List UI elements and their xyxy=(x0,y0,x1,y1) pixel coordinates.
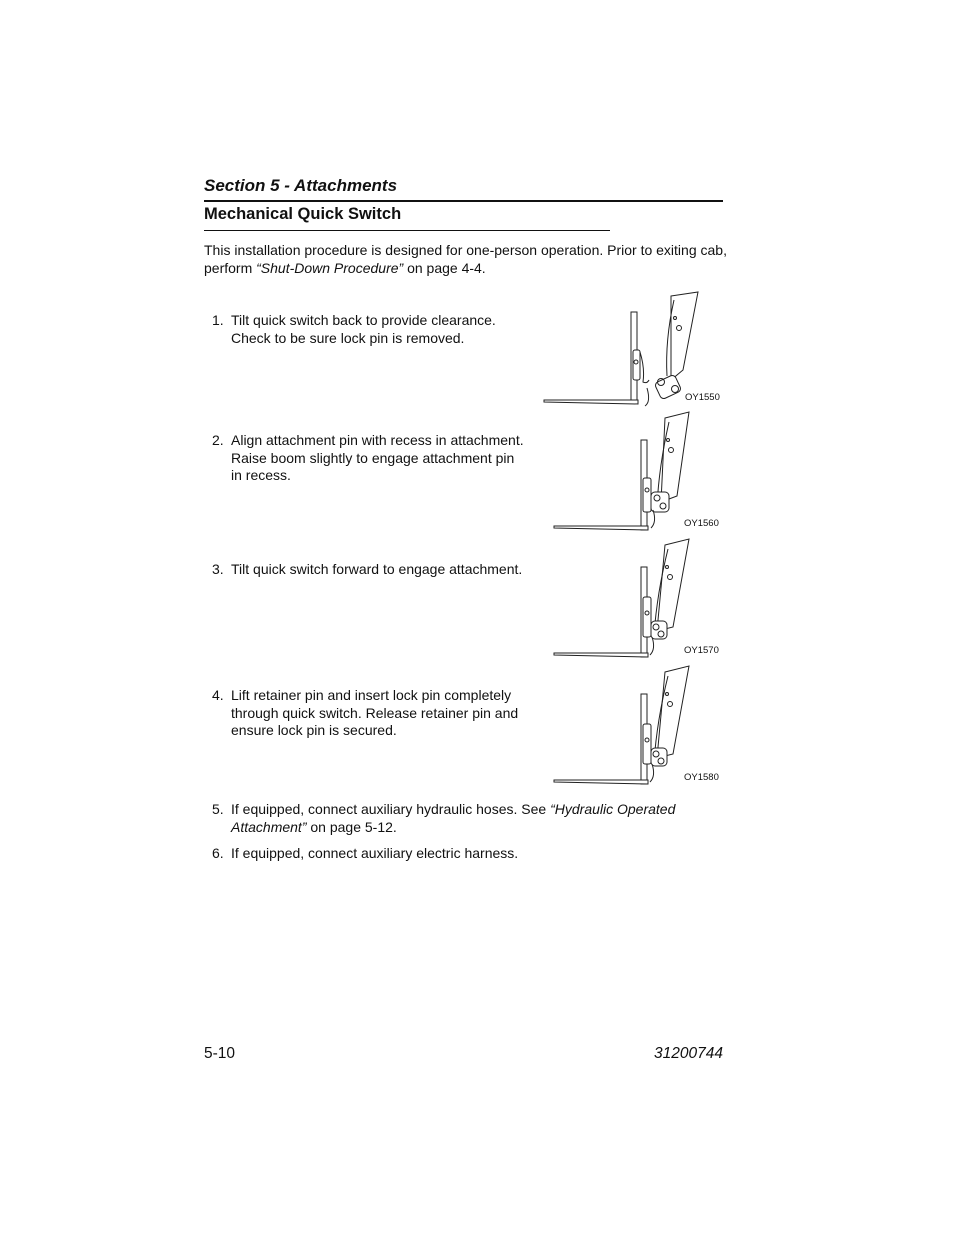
step-text xyxy=(231,312,496,347)
figure-quick-switch-tilted-forward xyxy=(553,537,719,662)
quick-switch-illustration xyxy=(553,537,713,662)
step-line: Align attachment pin with recess in attachment. xyxy=(231,432,524,448)
intro-text: perform xyxy=(204,259,257,276)
shut-down-procedure-ref: “Shut-Down Procedure” xyxy=(256,259,404,276)
step-number: 6. xyxy=(212,845,224,861)
step-line: Raise boom slightly to engage attachment pin xyxy=(231,449,515,466)
figure-label: OY1580 xyxy=(684,772,719,783)
figure-quick-switch-lock-pin xyxy=(553,664,719,789)
figure-quick-switch-pin-engaged xyxy=(553,410,719,535)
step-text xyxy=(231,561,522,579)
step-number: 3. xyxy=(212,561,224,577)
page-number: 5-10 xyxy=(204,1045,236,1062)
step-number: 1. xyxy=(212,312,224,328)
step-line: Lift retainer pin and insert lock pin completely xyxy=(231,687,512,703)
step-line: ensure lock pin is secured. xyxy=(231,722,397,738)
step-line xyxy=(231,801,675,819)
step-text-segment: If equipped, connect auxiliary hydraulic hoses. See xyxy=(231,801,551,817)
step-6 xyxy=(212,845,732,865)
step-4 xyxy=(212,687,542,743)
step-page-ref: on page 5-12. xyxy=(306,818,397,835)
intro-page-ref: on page 4-4. xyxy=(403,259,486,276)
step-line: Check to be sure lock pin is removed. xyxy=(231,329,465,346)
step-number: 4. xyxy=(212,687,224,703)
step-text xyxy=(231,845,518,863)
step-line: through quick switch. Release retainer pin and xyxy=(231,704,519,721)
step-line: Tilt quick switch forward to engage attachment. xyxy=(231,561,523,577)
step-2 xyxy=(212,432,542,488)
step-line xyxy=(231,819,675,837)
step-5 xyxy=(212,801,732,841)
step-text xyxy=(231,801,675,836)
intro-paragraph xyxy=(204,242,734,277)
hydraulic-attachment-ref: “Hydraulic Operated xyxy=(550,801,676,817)
quick-switch-illustration xyxy=(543,290,703,408)
step-1 xyxy=(212,312,542,352)
step-line: If equipped, connect auxiliary electric harness. xyxy=(231,845,519,861)
figure-label: OY1570 xyxy=(684,645,719,656)
section-title: Section 5 - Attachments xyxy=(204,176,398,195)
step-line: in recess. xyxy=(231,467,291,483)
step-text xyxy=(231,687,518,740)
quick-switch-illustration xyxy=(553,410,713,535)
document-number: 31200744 xyxy=(654,1045,723,1062)
intro-line-1: This installation procedure is designed for one-person operation. Prior to exiting cab, xyxy=(204,242,727,258)
step-3 xyxy=(212,561,542,581)
intro-line-2 xyxy=(204,260,734,278)
subsection-title: Mechanical Quick Switch xyxy=(204,205,402,223)
step-line: Tilt quick switch back to provide clearance. xyxy=(231,312,496,328)
figure-label: OY1550 xyxy=(685,392,720,403)
figure-quick-switch-tilted-back xyxy=(543,290,720,408)
hydraulic-attachment-ref-cont: Attachment” xyxy=(231,818,307,835)
section-rule xyxy=(204,200,723,202)
step-text xyxy=(231,432,524,485)
step-number: 2. xyxy=(212,432,224,448)
subsection-rule xyxy=(204,230,610,231)
quick-switch-illustration xyxy=(553,664,713,789)
step-number: 5. xyxy=(212,801,224,817)
figure-label: OY1560 xyxy=(684,518,719,529)
